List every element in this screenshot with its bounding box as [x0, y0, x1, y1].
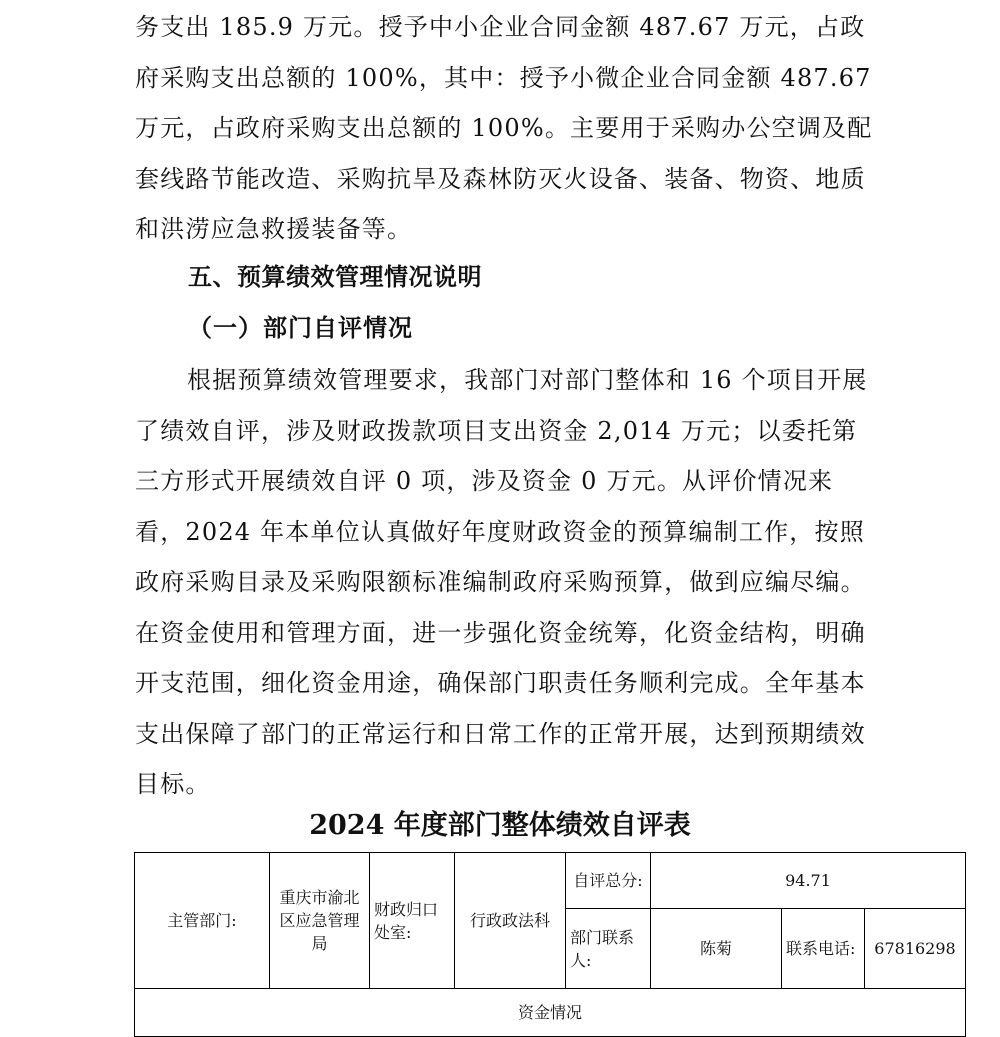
paragraph-self-evaluation: 根据预算绩效管理要求，我部门对部门整体和 16 个项目开展了绩效自评，涉及财政拨款项目支出资金 2,014 万元；以委托第三方形式开展绩效自评 0 项，涉及资金 0 万元。从评价情况来看，2024 年本单位认真做好年度财政资金的预算编制工作，按照政府采购目录及采购限额标准编制政府采购预算，做到应编尽编。在资金使用和管理方面，进一步强化资金统筹，化资金结构，明确开支范围，细化资金用途，确保部门职责任务顺利完成。全年基本支出保障了部门的正常运行和日常工作的正常开展，达到预期绩效目标。 [135, 366, 868, 798]
performance-evaluation-table [134, 852, 966, 1037]
score-label-cell: 自评总分: [566, 853, 651, 909]
supervisor-value-cell: 重庆市渝北区应急管理局 [270, 853, 370, 989]
supervisor-label-cell: 主管部门: [135, 853, 270, 989]
contact-label-cell: 部门联系人: [566, 909, 651, 989]
section-heading-performance: 五、预算绩效管理情况说明 [188, 263, 482, 291]
subsection-heading-self-evaluation: （一）部门自评情况 [188, 313, 413, 342]
funding-section-header-cell: 资金情况 [135, 989, 966, 1037]
phone-label-cell: 联系电话: [782, 909, 865, 989]
finance-office-value-cell: 行政政法科 [455, 853, 566, 989]
finance-office-label-cell: 财政归口处室: [370, 853, 455, 989]
contact-value-cell: 陈菊 [651, 909, 782, 989]
paragraph-procurement: 务支出 185.9 万元。授予中小企业合同金额 487.67 万元，占政府采购支出总额的 100%，其中：授予小微企业合同金额 487.67 万元，占政府采购支出总额的 100%。主要用于采购办公空调及配套线路节能改造、采购抗旱及森林防灭火设备、装备、物资、地质和洪涝应急救援装备等。 [135, 13, 873, 243]
table-title: 2024 年度部门整体绩效自评表 [309, 810, 691, 841]
phone-value-cell: 67816298 [865, 909, 966, 989]
score-value-cell: 94.71 [651, 853, 966, 909]
